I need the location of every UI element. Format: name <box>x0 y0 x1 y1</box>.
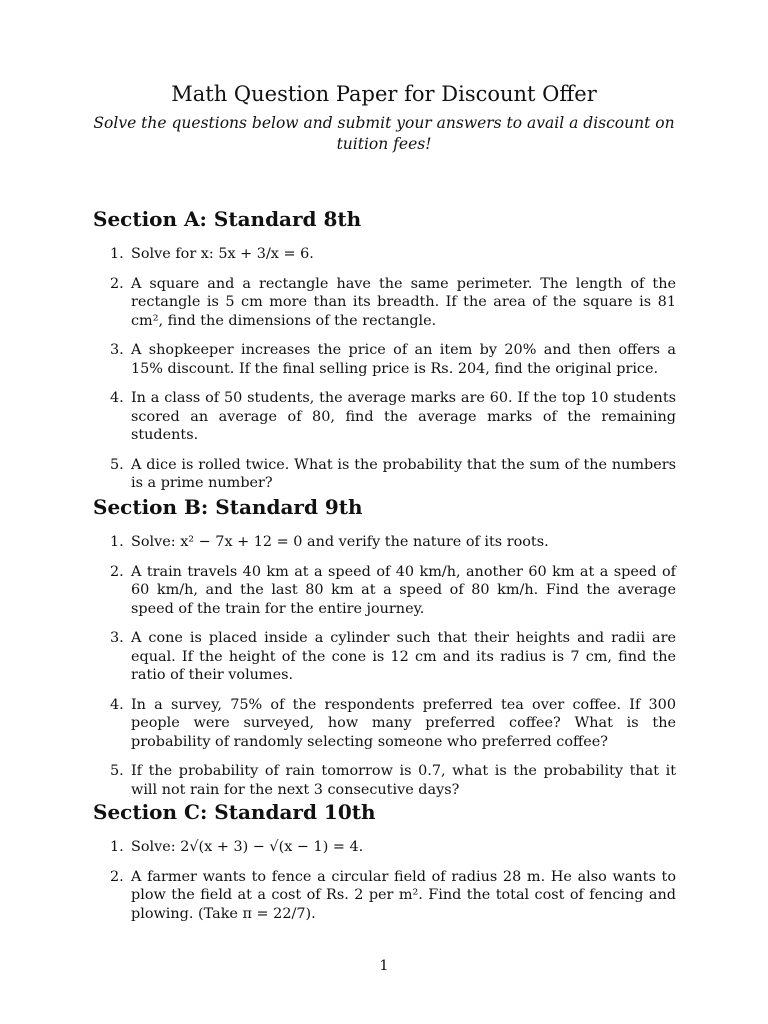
question-number: 3. <box>110 630 124 646</box>
question-text: A shopkeeper increases the price of an item by 20% and then offers a 15% discount. If the final selling price is Rs. 204, find the original price. <box>131 342 676 377</box>
question-text: A square and a rectangle have the same perimeter. The length of the rectangle is 5 cm more than its breadth. If the area of the square is 81 cm², find the dimensions of the rectangle. <box>131 275 676 329</box>
question-text: In a class of 50 students, the average marks are 60. If the top 10 students scored an average of 80, find the average marks of the remaining students. <box>131 390 676 443</box>
question-number: 4. <box>110 696 124 713</box>
question-number: 5. <box>110 763 124 779</box>
question-number: 1. <box>110 839 124 855</box>
question-item <box>110 533 676 552</box>
question-number: 1. <box>110 246 124 262</box>
question-item <box>110 762 676 799</box>
section-b-questions <box>110 533 676 810</box>
question-text: In a survey, 75% of the respondents preferred tea over coffee. If 300 people were surveyed, how many preferred coffee? What is the probability of randomly selecting someone who preferred coffee? <box>131 696 676 750</box>
question-item <box>110 838 676 857</box>
page-number: 1 <box>379 958 389 974</box>
page-subtitle: Solve the questions below and submit your answers to avail a discount on tuition fees! <box>93 114 675 153</box>
question-text: A cone is placed inside a cylinder such that their heights and radii are equal. If the height of the cone is 12 cm and its radius is 7 cm, find the ratio of their volumes. <box>131 630 676 683</box>
question-item <box>110 275 676 331</box>
question-item <box>110 456 676 493</box>
question-text: If the probability of rain tomorrow is 0.7, what is the probability that it will not rain for the next 3 consecutive days? <box>131 763 676 798</box>
question-text: Solve for x: 5x + 3/x = 6. <box>131 246 314 262</box>
question-number: 2. <box>110 563 124 580</box>
question-number: 3. <box>110 342 124 358</box>
section-c-heading: Section C: Standard 10th <box>93 800 376 824</box>
question-number: 2. <box>110 868 124 885</box>
question-item <box>110 389 676 445</box>
section-b-heading: Section B: Standard 9th <box>93 495 363 519</box>
question-text: A train travels 40 km at a speed of 40 km/h, another 60 km at a speed of 60 km/h, and the last 80 km at a speed of 80 km/h. Find the average speed of the train for the entire journey. <box>131 563 676 617</box>
question-item <box>110 563 676 619</box>
question-number: 1. <box>110 534 124 550</box>
question-text: A dice is rolled twice. What is the probability that the sum of the numbers is a prime number? <box>131 456 676 491</box>
question-item <box>110 868 676 924</box>
question-item <box>110 696 676 752</box>
question-number: 4. <box>110 390 124 406</box>
section-a-heading: Section A: Standard 8th <box>93 207 362 231</box>
question-item <box>110 245 676 264</box>
question-item <box>110 341 676 378</box>
question-number: 2. <box>110 275 124 292</box>
page-title: Math Question Paper for Discount Offer <box>171 82 597 106</box>
question-number: 5. <box>110 456 124 473</box>
section-a-questions <box>110 245 676 504</box>
question-text: Solve: x² − 7x + 12 = 0 and verify the nature of its roots. <box>131 534 549 550</box>
question-text: Solve: 2√(x + 3) − √(x − 1) = 4. <box>131 839 364 855</box>
question-text: A farmer wants to fence a circular field of radius 28 m. He also wants to plow the field at a cost of Rs. 2 per m². Find the total cost of fencing and plowing. (Take π = 22/7). <box>131 868 676 922</box>
question-item <box>110 629 676 685</box>
section-c-questions <box>110 838 676 934</box>
